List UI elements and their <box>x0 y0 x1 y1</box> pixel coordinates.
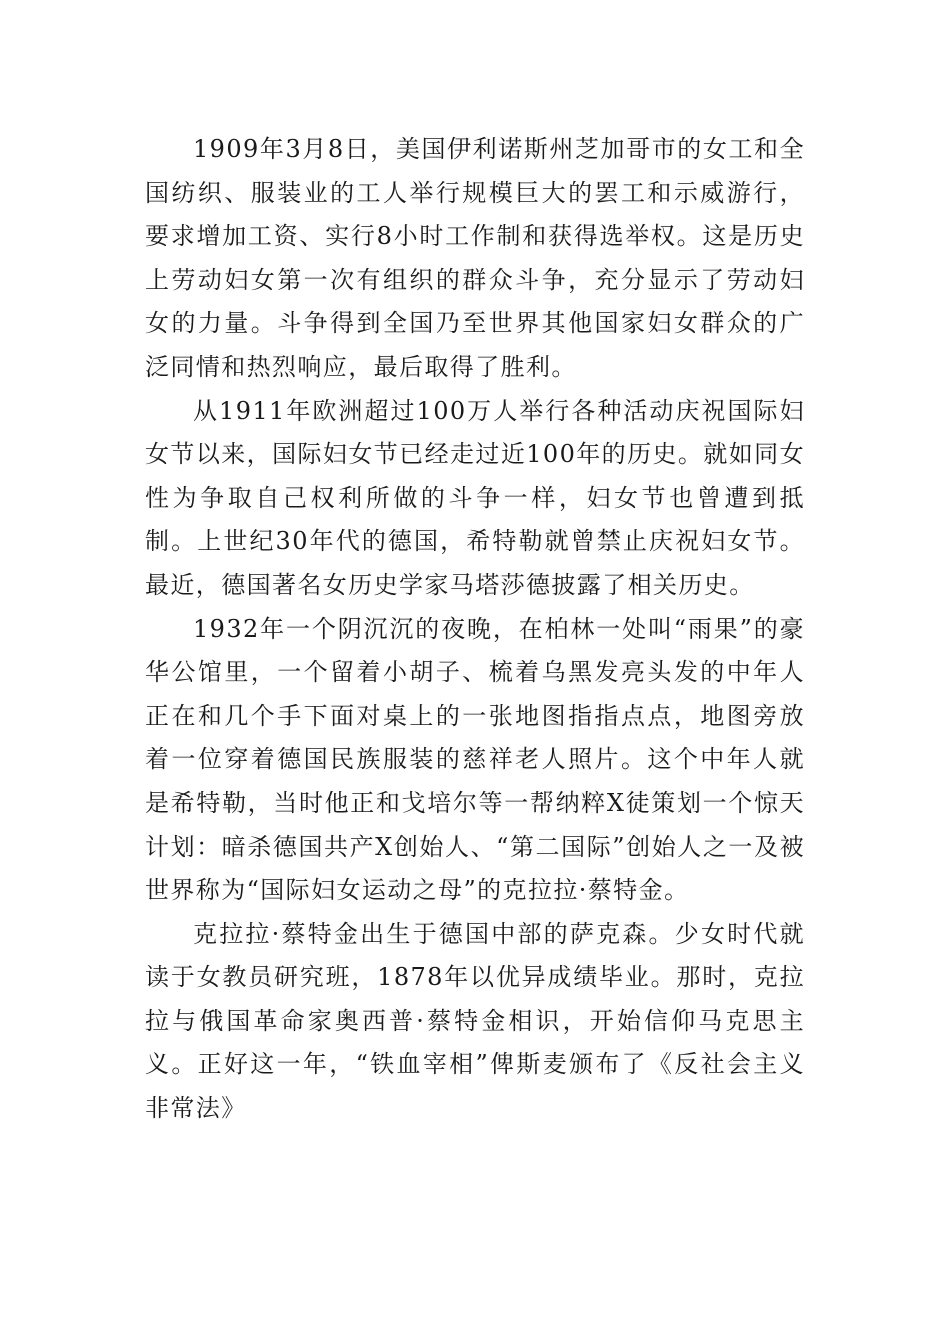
document-body <box>145 128 805 1131</box>
paragraph-2: 从1911年欧洲超过100万人举行各种活动庆祝国际妇女节以来，国际妇女节已经走过近100年的历史。就如同女性为争取自己权利所做的斗争一样，妇女节也曾遭到抵制。上世纪30年代的德国，希特勒就曾禁止庆祝妇女节。最近，德国著名女历史学家马塔莎德披露了相关历史。 <box>145 396 805 599</box>
paragraph-1: 1909年3月8日，美国伊利诺斯州芝加哥市的女工和全国纺织、服装业的工人举行规模巨大的罢工和示威游行，要求增加工资、实行8小时工作制和获得选举权。这是历史上劳动妇女第一次有组织的群众斗争，充分显示了劳动妇女的力量。斗争得到全国乃至世界其他国家妇女群众的广泛同情和热烈响应，最后取得了胜利。 <box>145 135 805 381</box>
paragraph-4: 克拉拉·蔡特金出生于德国中部的萨克森。少女时代就读于女教员研究班，1878年以优异成绩毕业。那时，克拉拉与俄国革命家奥西普·蔡特金相识，开始信仰马克思主义。正好这一年，“铁血宰相”俾斯麦颁布了《反社会主义非常法》 <box>145 919 805 1123</box>
paragraph-3: 1932年一个阴沉沉的夜晚，在柏林一处叫“雨果”的豪华公馆里，一个留着小胡子、梳着乌黑发亮头发的中年人正在和几个手下面对桌上的一张地图指指点点，地图旁放着一位穿着德国民族服装的慈祥老人照片。这个中年人就是希特勒，当时他正和戈培尔等一帮纳粹X徒策划一个惊天计划：暗杀德国共产X创始人、“第二国际”创始人之一及被世界称为“国际妇女运动之母”的克拉拉·蔡特金。 <box>145 614 805 905</box>
